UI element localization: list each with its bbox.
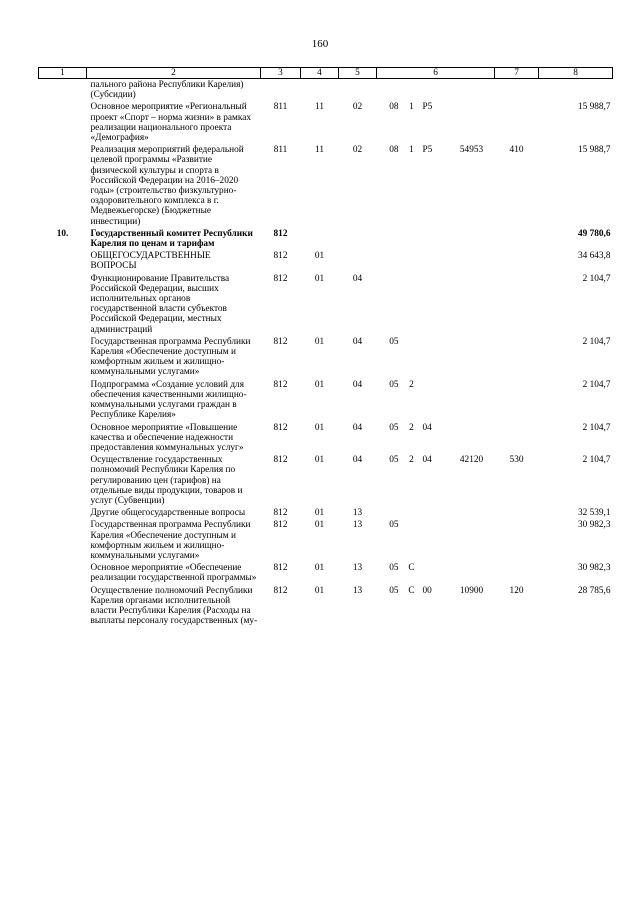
row-code-program: 05 bbox=[389, 336, 399, 347]
row-code-event bbox=[421, 229, 449, 251]
row-code-direction bbox=[449, 337, 495, 380]
row-code-subsection: 02 bbox=[352, 102, 363, 113]
row-code-event bbox=[421, 274, 449, 337]
row-code-event: 04 bbox=[422, 422, 432, 433]
row-code-section: 01 bbox=[314, 379, 325, 390]
row-code-subprogram bbox=[403, 251, 421, 273]
row-name: Подпрограмма «Создание условий для обеспечения качественными жилищно-коммунальными услугами граждан в Республике Карелия» bbox=[90, 379, 247, 421]
row-code-subprogram bbox=[403, 508, 421, 520]
row-amount: 30 982,3 bbox=[577, 563, 611, 574]
row-code-expense-type bbox=[495, 102, 539, 145]
row-code-event: 00 bbox=[422, 585, 432, 596]
row-amount: 2 104,7 bbox=[582, 336, 611, 347]
row-code-direction bbox=[449, 274, 495, 337]
row-code-subsection bbox=[339, 229, 377, 251]
row-code-subprogram: С bbox=[408, 563, 415, 574]
row-code-subprogram: 1 bbox=[409, 102, 414, 113]
table-row bbox=[39, 102, 613, 145]
row-code-ministry bbox=[261, 79, 301, 103]
row-code-event: P5 bbox=[422, 145, 433, 156]
row-code-section: 01 bbox=[314, 563, 325, 574]
row-code-section: 01 bbox=[314, 455, 325, 466]
row-code-program: 05 bbox=[389, 520, 399, 531]
row-code-subprogram: 2 bbox=[409, 422, 414, 433]
row-number bbox=[39, 520, 87, 563]
table-row bbox=[39, 274, 613, 337]
table-row bbox=[39, 337, 613, 380]
row-code-event bbox=[421, 337, 449, 380]
row-code-subprogram bbox=[403, 79, 421, 103]
row-code-direction bbox=[449, 423, 495, 456]
row-code-section: 01 bbox=[314, 336, 325, 347]
row-code-program: 05 bbox=[389, 422, 399, 433]
table-row bbox=[39, 145, 613, 229]
row-code-ministry: 812 bbox=[273, 273, 288, 284]
row-code-program bbox=[377, 508, 403, 520]
row-amount bbox=[539, 79, 613, 103]
row-code-subsection: 13 bbox=[352, 520, 363, 531]
row-code-direction: 42120 bbox=[459, 455, 484, 466]
row-code-ministry: 812 bbox=[273, 336, 288, 347]
table-row bbox=[39, 423, 613, 456]
row-name: Основное мероприятие «Повышение качества и обеспечение надежности предоставления коммунальных услуг» bbox=[90, 422, 244, 453]
row-amount: 2 104,7 bbox=[582, 422, 611, 433]
row-number bbox=[39, 563, 87, 585]
row-amount: 32 539,1 bbox=[577, 508, 611, 519]
row-code-direction bbox=[449, 102, 495, 145]
row-number bbox=[39, 79, 87, 103]
row-number bbox=[39, 586, 87, 629]
row-code-section: 11 bbox=[315, 102, 324, 113]
row-code-subprogram: С bbox=[408, 585, 415, 596]
header-col-6: 6 bbox=[377, 68, 495, 79]
row-number bbox=[39, 455, 87, 508]
row-name: Осуществление государственных полномочий Республики Карелия по регулированию цен (тарифов) на отдельные виды продукции, товаров и услуг (Субвенции) bbox=[90, 455, 243, 506]
row-code-expense-type bbox=[495, 274, 539, 337]
row-code-subsection: 13 bbox=[352, 563, 363, 574]
row-code-ministry: 812 bbox=[273, 508, 288, 519]
row-code-ministry: 812 bbox=[273, 563, 288, 574]
row-code-subsection: 04 bbox=[352, 379, 363, 390]
row-code-direction: 54953 bbox=[459, 145, 484, 156]
row-code-subprogram: 1 bbox=[409, 145, 414, 156]
row-code-direction bbox=[449, 508, 495, 520]
row-code-subsection bbox=[339, 251, 377, 273]
row-code-event bbox=[421, 563, 449, 585]
row-code-direction: 10900 bbox=[459, 585, 484, 596]
row-code-expense-type bbox=[495, 337, 539, 380]
table-row bbox=[39, 520, 613, 563]
row-code-subprogram bbox=[403, 337, 421, 380]
row-name: Реализация мероприятий федеральной целевой программы «Развитие физической культуры и спорта в Российской Федерации на 2016–2020 годы» (строительство физкультурно-оздоровительного комплекса в г. Медвежьегорске) (Бюджетные инвестиции) bbox=[90, 145, 244, 227]
header-col-7: 7 bbox=[495, 68, 539, 79]
row-code-program bbox=[377, 229, 403, 251]
row-number bbox=[39, 251, 87, 273]
row-amount: 2 104,7 bbox=[582, 273, 611, 284]
row-amount: 15 988,7 bbox=[577, 102, 611, 113]
row-code-expense-type: 120 bbox=[509, 585, 524, 596]
row-code-section: 01 bbox=[314, 251, 325, 262]
row-code-subsection: 13 bbox=[352, 585, 363, 596]
row-name: Осуществление полномочий Республики Карелия органами исполнительной власти Республики Карелия (Расходы на выплаты персоналу государственных (му- bbox=[90, 585, 258, 627]
row-code-expense-type bbox=[495, 423, 539, 456]
row-code-event bbox=[421, 79, 449, 103]
header-col-3: 3 bbox=[261, 68, 301, 79]
row-number bbox=[39, 102, 87, 145]
row-code-subsection: 04 bbox=[352, 422, 363, 433]
row-code-program: 08 bbox=[389, 145, 399, 156]
row-number bbox=[39, 380, 87, 423]
row-code-direction bbox=[449, 79, 495, 103]
row-code-event bbox=[421, 508, 449, 520]
row-code-ministry: 812 bbox=[273, 585, 288, 596]
row-code-ministry: 811 bbox=[273, 102, 288, 113]
row-code-direction bbox=[449, 563, 495, 585]
table-row bbox=[39, 455, 613, 508]
row-number bbox=[39, 274, 87, 337]
row-amount: 49 780,6 bbox=[577, 228, 611, 239]
row-code-ministry: 812 bbox=[273, 251, 288, 262]
row-code-expense-type bbox=[495, 520, 539, 563]
row-code-expense-type bbox=[495, 563, 539, 585]
row-code-direction bbox=[449, 229, 495, 251]
row-name: пального района Республики Карелия) (Субсидии) bbox=[90, 80, 244, 101]
row-name: Другие общегосударственные вопросы bbox=[90, 508, 246, 519]
row-amount: 2 104,7 bbox=[582, 379, 611, 390]
row-code-expense-type bbox=[495, 380, 539, 423]
row-code-subprogram: 2 bbox=[409, 379, 414, 390]
header-col-1: 1 bbox=[39, 68, 87, 79]
row-code-subprogram bbox=[403, 520, 421, 563]
row-name: Основное мероприятие «Региональный проект «Спорт – норма жизни» в рамках реализации национального проекта «Демография» bbox=[90, 102, 252, 144]
row-amount: 34 643,8 bbox=[577, 251, 611, 262]
table-row bbox=[39, 251, 613, 273]
table-body bbox=[39, 79, 613, 629]
table-row bbox=[39, 380, 613, 423]
row-code-program: 05 bbox=[389, 563, 399, 574]
row-code-subsection: 04 bbox=[352, 336, 363, 347]
row-code-subsection: 04 bbox=[352, 273, 363, 284]
row-code-event: P5 bbox=[422, 102, 433, 113]
row-code-ministry: 812 bbox=[273, 455, 288, 466]
row-code-subprogram: 2 bbox=[409, 455, 414, 466]
row-code-ministry: 812 bbox=[273, 520, 288, 531]
row-code-program bbox=[377, 79, 403, 103]
header-col-2: 2 bbox=[87, 68, 261, 79]
row-name: ОБЩЕГОСУДАРСТВЕННЫЕ ВОПРОСЫ bbox=[90, 251, 211, 272]
row-code-direction bbox=[449, 520, 495, 563]
row-number bbox=[39, 337, 87, 380]
row-name: Основное мероприятие «Обеспечение реализации государственной программы» bbox=[90, 563, 257, 584]
row-code-program: 08 bbox=[389, 102, 399, 113]
row-code-expense-type bbox=[495, 508, 539, 520]
header-col-5: 5 bbox=[339, 68, 377, 79]
row-code-event bbox=[421, 520, 449, 563]
header-col-8: 8 bbox=[539, 68, 613, 79]
table-row bbox=[39, 586, 613, 629]
row-amount: 15 988,7 bbox=[577, 145, 611, 156]
table-row bbox=[39, 229, 613, 251]
row-amount: 28 785,6 bbox=[577, 585, 611, 596]
row-code-subsection bbox=[339, 79, 377, 103]
header-col-4: 4 bbox=[301, 68, 339, 79]
row-code-program: 05 bbox=[389, 379, 399, 390]
row-number: 10. bbox=[56, 228, 69, 239]
row-code-event: 04 bbox=[422, 455, 432, 466]
row-code-ministry: 811 bbox=[273, 145, 288, 156]
table-header bbox=[39, 68, 613, 79]
table-row bbox=[39, 508, 613, 520]
row-code-ministry: 812 bbox=[273, 422, 288, 433]
row-code-event bbox=[421, 251, 449, 273]
table-row bbox=[39, 79, 613, 103]
row-name: Государственная программа Республики Карелия «Обеспечение доступным и комфортным жильем и жилищно-коммунальными услугами» bbox=[90, 520, 251, 561]
row-code-program: 05 bbox=[389, 585, 399, 596]
row-code-section: 01 bbox=[314, 585, 325, 596]
row-code-section: 01 bbox=[314, 422, 325, 433]
row-code-program bbox=[377, 251, 403, 273]
row-code-expense-type: 410 bbox=[509, 145, 524, 156]
row-name: Государственный комитет Республики Карелия по ценам и тарифам bbox=[90, 228, 253, 250]
row-code-expense-type bbox=[495, 251, 539, 273]
row-code-section: 11 bbox=[315, 145, 324, 156]
row-code-program bbox=[377, 274, 403, 337]
row-code-subsection: 04 bbox=[352, 455, 363, 466]
budget-table bbox=[38, 67, 613, 628]
row-code-subsection: 13 bbox=[352, 508, 363, 519]
row-code-section: 01 bbox=[314, 273, 325, 284]
row-code-ministry: 812 bbox=[273, 228, 288, 239]
row-code-section bbox=[301, 79, 339, 103]
row-code-section: 01 bbox=[314, 508, 325, 519]
row-code-expense-type: 530 bbox=[509, 455, 524, 466]
row-code-section: 01 bbox=[314, 520, 325, 531]
row-code-program: 05 bbox=[389, 455, 399, 466]
row-code-subprogram bbox=[403, 274, 421, 337]
row-amount: 30 982,3 bbox=[577, 520, 611, 531]
table-row bbox=[39, 563, 613, 585]
row-name: Функционирование Правительства Российской Федерации, высших исполнительных органов государственной власти субъектов Российской Федерации, местных администраций bbox=[90, 273, 230, 335]
row-code-direction bbox=[449, 251, 495, 273]
page-number: 160 bbox=[311, 38, 329, 50]
row-code-expense-type bbox=[495, 229, 539, 251]
row-code-direction bbox=[449, 380, 495, 423]
row-number bbox=[39, 508, 87, 520]
row-code-expense-type bbox=[495, 79, 539, 103]
row-number bbox=[39, 145, 87, 229]
row-code-section bbox=[301, 229, 339, 251]
row-code-event bbox=[421, 380, 449, 423]
row-code-subsection: 02 bbox=[352, 145, 363, 156]
row-amount: 2 104,7 bbox=[582, 455, 611, 466]
row-name: Государственная программа Республики Карелия «Обеспечение доступным и комфортным жильем и жилищно-коммунальными услугами» bbox=[90, 336, 251, 378]
row-code-ministry: 812 bbox=[273, 379, 288, 390]
row-number bbox=[39, 423, 87, 456]
row-code-subprogram bbox=[403, 229, 421, 251]
